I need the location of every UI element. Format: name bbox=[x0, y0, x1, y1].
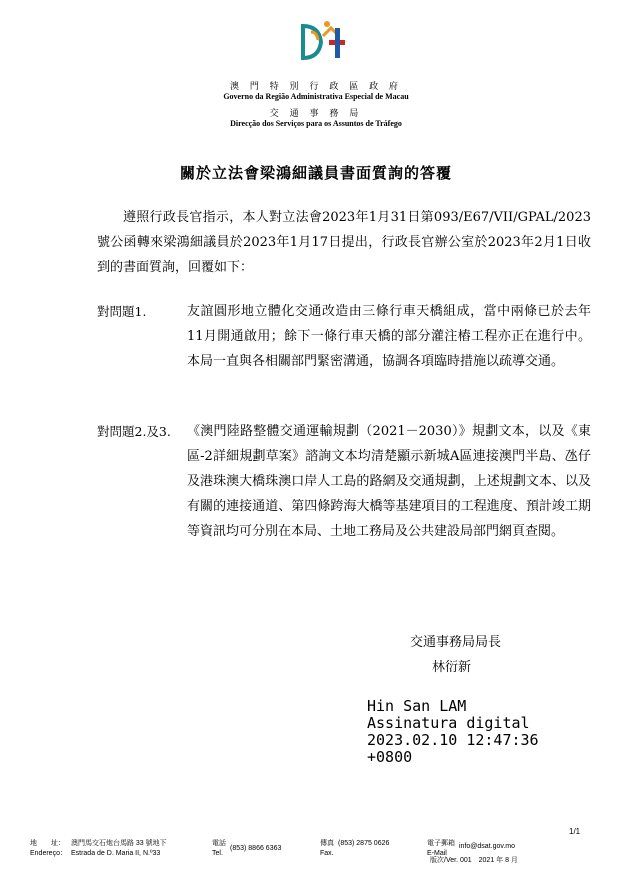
intro-paragraph: 遵照行政長官指示，本人對立法會2023年1月31日第093/E67/VII/GPAL/2023號公函轉來梁鴻細議員於2023年1月17日提出，行政長官辦公室於2023年2月1日收到的書面質詢，回覆如下： bbox=[97, 210, 591, 275]
government-name-pt: Governo da Região Administrativa Especial de Macau bbox=[223, 92, 409, 101]
signatory-position: 交通事務局局長 bbox=[410, 635, 502, 650]
footer-fax-label: 傳真 Fax. bbox=[320, 840, 334, 857]
department-name-zh: 交 通 事 務 局 bbox=[269, 109, 363, 119]
digital-signature: Hin San LAM Assinatura digital 2023.02.10 12:47:36 +0800 bbox=[367, 697, 539, 766]
signatory-name: 林衍新 bbox=[432, 660, 472, 675]
footer-address-value: 澳門馬交石炮台馬路 33 號地下 Estrada de D. Maria II, N.º33 bbox=[70, 840, 167, 857]
footer-address-label: 地 址： Endereço： bbox=[30, 840, 67, 857]
answer-2-label: 對問題2.及3. bbox=[97, 424, 171, 439]
footer-telephone-value: (853) 8866 6363 bbox=[230, 845, 282, 852]
footer-email-label: 電子郵箱 E-Mail bbox=[427, 840, 455, 857]
answer-1-label: 對問題1. bbox=[97, 304, 147, 319]
footer-fax-value: (853) 2875 0626 bbox=[338, 840, 390, 847]
answer-1-text: 友誼圓形地立體化交通改造由三條行車天橋組成，當中兩條已於去年11月開通啟用；餘下一條行車天橋的部分灌注樁工程亦正在進行中。本局一直與各相關部門緊密溝通，協調各項臨時措施以疏導交通。 bbox=[187, 304, 591, 369]
footer-email-value: info@dsat.gov.mo bbox=[459, 843, 516, 850]
dsat-logo bbox=[297, 18, 347, 66]
answer-2-text: 《澳門陸路整體交通運輸規劃（2021－2030）》規劃文本，以及《東區-2詳細規劃草案》諮詢文本均清楚顯示新城A區連接澳門半島、氹仔及港珠澳大橋珠澳口岸人工島的路網及交通規劃，上述規劃文本、以及有關的連接通道、第四條跨海大橋等基建項目的工程進度、預計竣工期等資訊均可分別在本局、土地工務局及公共建設局部門網頁查閱。 bbox=[187, 424, 591, 539]
footer-telephone bbox=[212, 839, 281, 859]
department-name-pt: Direcção dos Serviços para os Assuntos de Tráfego bbox=[230, 119, 402, 128]
government-name-zh: 澳 門 特 別 行 政 區 政 府 bbox=[230, 82, 402, 92]
footer-fax bbox=[320, 839, 389, 859]
page-number: 1/1 bbox=[569, 827, 581, 836]
footer-version: 版次/Ver. 001 2021 年 8 月 bbox=[430, 857, 518, 864]
footer-telephone-label: 電話 Tel. bbox=[212, 840, 226, 857]
document-title: 關於立法會梁鴻細議員書面質詢的答覆 bbox=[179, 164, 452, 182]
footer-address bbox=[30, 839, 167, 859]
